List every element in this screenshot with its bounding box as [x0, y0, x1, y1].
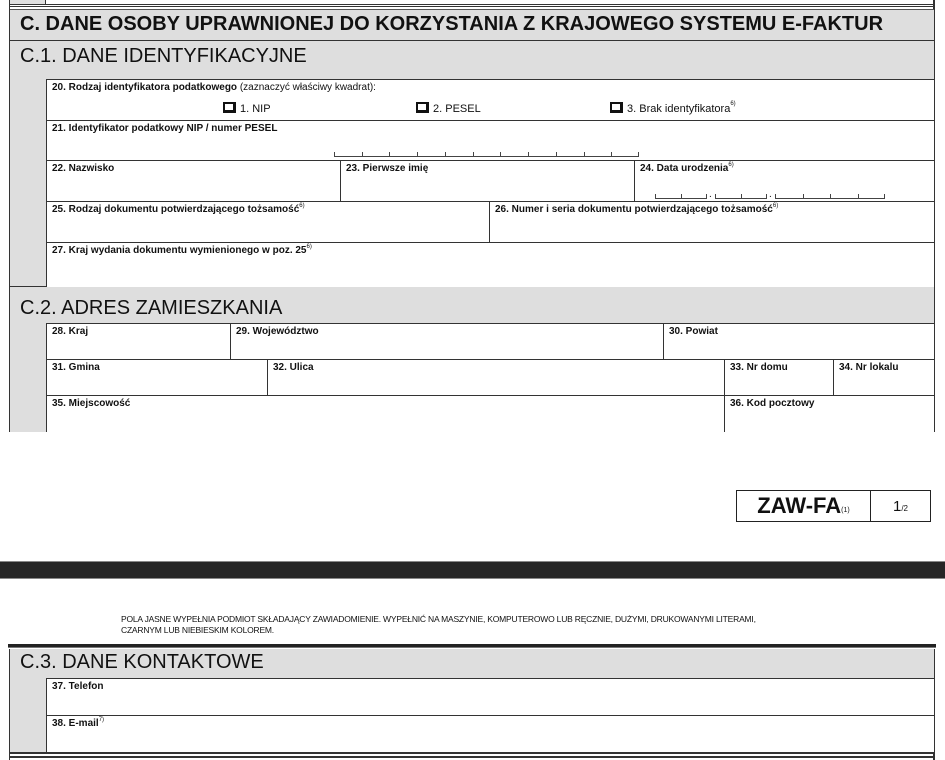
field-33-label: 33. Nr domu [730, 362, 788, 373]
instructions-line-2: CZARNYM LUB NIEBIESKIM KOLOREM. [121, 625, 274, 635]
comb-tick [830, 194, 831, 198]
instructions-line-1: POLA JASNE WYPEŁNIA PODMIOT SKŁADAJĄCY ZAWIADOMIENIE. WYPEŁNIĆ NA MASZYNIE, KOMPUTEROWO LUB RĘCZNIE, DUŻYMI, DRUKOWANYMI LITERAMI, [121, 614, 756, 624]
field-32-street[interactable] [267, 359, 725, 396]
form-page-2 [9, 649, 935, 760]
comb-tick [884, 194, 885, 198]
field-20-label: 20. Rodzaj identyfikatora podatkowego [52, 82, 238, 93]
field-24-birth-date[interactable]: 24. Data urodzenia$^{6)}$ . . [634, 160, 934, 202]
section-c2-title: C.2. ADRES ZAMIESZKANIA [20, 297, 283, 319]
field-36-label: 36. Kod pocztowy [730, 398, 815, 409]
birth-year-comb[interactable] [775, 191, 885, 199]
section-c1-title: C.1. DANE IDENTYFIKACYJNE [20, 45, 307, 67]
comb-tick [706, 194, 707, 198]
field-31-label: 31. Gmina [52, 362, 100, 373]
birth-month-comb[interactable] [715, 191, 767, 199]
comb-tick [473, 152, 474, 156]
comb-tick [528, 152, 529, 156]
page2-top-rule [8, 644, 936, 648]
field-33-house-number[interactable] [724, 359, 834, 396]
field-28-label: 28. Kraj [52, 326, 89, 337]
field-30-county[interactable] [663, 323, 934, 360]
comb-tick [556, 152, 557, 156]
instructions-text [121, 614, 941, 636]
comb-tick [741, 194, 742, 198]
field-34-apartment-number[interactable] [833, 359, 934, 396]
field-35-city[interactable] [46, 395, 725, 432]
option-nip[interactable]: 1. NIP [223, 102, 271, 115]
field-26-id-document-number[interactable]: 26. Numer i seria dokumentu potwierdzającego tożsamość$^{6)}$ [489, 201, 934, 243]
previous-section-remnant [10, 0, 934, 7]
checkbox-pesel[interactable] [416, 102, 429, 113]
birth-day-comb[interactable] [655, 191, 707, 199]
field-37-label: 37. Telefon [52, 681, 104, 692]
field-23-label: 23. Pierwsze imię [346, 163, 429, 174]
date-separator-1: . [709, 189, 712, 200]
comb-tick [362, 152, 363, 156]
field-23-first-name[interactable] [340, 160, 635, 202]
field-26-label: 26. Numer i seria dokumentu potwierdzającego tożsamość [495, 204, 773, 215]
section-c-header [10, 9, 934, 41]
field-22-surname[interactable] [46, 160, 341, 202]
comb-tick [417, 152, 418, 156]
form-page-1 [9, 0, 935, 432]
comb-tick [500, 152, 501, 156]
section-c1 [10, 41, 934, 287]
field-31-commune[interactable] [46, 359, 268, 396]
field-27-label: 27. Kraj wydania dokumentu wymienionego w poz. 25 [52, 245, 307, 256]
field-20-hint: (zaznaczyć właściwy kwadrat): [239, 82, 376, 93]
field-24-label: 24. Data urodzenia [640, 163, 729, 174]
comb-tick [803, 194, 804, 198]
field-35-label: 35. Miejscowość [52, 398, 131, 409]
checkbox-no-identifier[interactable] [610, 102, 623, 113]
field-20-identifier-type [46, 79, 934, 121]
comb-tick [445, 152, 446, 156]
form-code-box [736, 490, 931, 522]
comb-tick [389, 152, 390, 156]
section-c3-bottom-rule [10, 752, 934, 758]
field-37-phone[interactable] [46, 678, 934, 716]
section-c-title: C. DANE OSOBY UPRAWNIONEJ DO KORZYSTANIA Z KRAJOWEGO SYSTEMU E-FAKTUR [20, 13, 884, 35]
field-30-label: 30. Powiat [669, 326, 718, 337]
page-separator [0, 561, 945, 579]
comb-tick [584, 152, 585, 156]
field-38-email[interactable]: 38. E-mail$^{7)}$ [46, 715, 934, 752]
field-28-country[interactable] [46, 323, 231, 360]
section-c2 [10, 287, 934, 432]
comb-tick [766, 194, 767, 198]
date-separator-2: . [769, 189, 772, 200]
field-22-label: 22. Nazwisko [52, 163, 115, 174]
field-25-id-document-type[interactable]: 25. Rodzaj dokumentu potwierdzającego tożsamość$^{6)}$ [46, 201, 490, 243]
field-27-issuing-country[interactable]: 27. Kraj wydania dokumentu wymienionego w poz. 25$^{6)}$ [46, 242, 934, 287]
field-34-label: 34. Nr lokalu [839, 362, 899, 373]
comb-tick [715, 194, 716, 198]
field-21-nip-pesel[interactable] [46, 120, 934, 161]
option-no-identifier[interactable]: 3. Brak identyfikatora$^{6)}$ [610, 102, 736, 115]
comb-tick [775, 194, 776, 198]
field-32-label: 32. Ulica [273, 362, 314, 373]
field-21-label: 21. Identyfikator podatkowy NIP / numer PESEL [52, 123, 278, 134]
section-c3 [10, 649, 934, 752]
comb-tick [334, 152, 335, 156]
comb-tick [858, 194, 859, 198]
field-36-postal-code[interactable] [724, 395, 934, 432]
field-29-voivodeship[interactable] [230, 323, 664, 360]
comb-tick [638, 152, 639, 156]
comb-tick [681, 194, 682, 198]
comb-tick [611, 152, 612, 156]
form-version: (1) [841, 507, 850, 514]
field-29-label: 29. Województwo [236, 326, 319, 337]
field-25-label: 25. Rodzaj dokumentu potwierdzającego tożsamość [52, 204, 300, 215]
form-code: ZAW-FA (1) [737, 491, 871, 521]
nip-pesel-digit-comb[interactable] [334, 149, 639, 157]
checkbox-nip[interactable] [223, 102, 236, 113]
page-indicator: 1 /2 [892, 497, 908, 515]
field-38-label: 38. E-mail [52, 718, 99, 729]
comb-tick [655, 194, 656, 198]
option-pesel[interactable]: 2. PESEL [416, 102, 481, 115]
section-c3-title: C.3. DANE KONTAKTOWE [20, 651, 264, 673]
